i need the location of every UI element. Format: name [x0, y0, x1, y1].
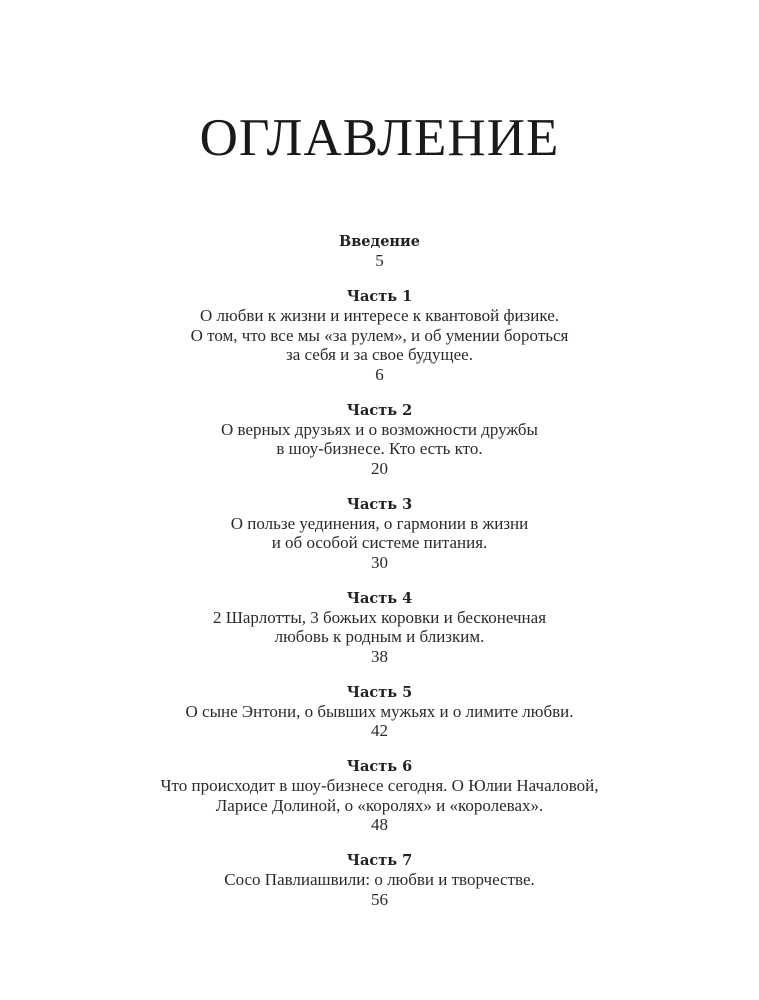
toc-entry-heading: Часть 7 — [346, 852, 413, 869]
toc-entry-line: О пользе уединения, о гармонии в жизни — [230, 513, 529, 533]
toc-entry-page-number: 6 — [375, 364, 384, 384]
toc-entry-line: О том, что все мы «за рулем», и об умении бороться — [190, 325, 569, 345]
toc-entry-description — [0, 514, 759, 553]
toc-entry-description — [0, 420, 759, 459]
page-title: ОГЛАВЛЕНИЕ — [199, 109, 560, 167]
toc-entry-line: Что происходит в шоу-бизнесе сегодня. О Юлии Началовой, — [160, 776, 599, 795]
toc-entry-line: и об особой системе питания. — [271, 533, 488, 552]
toc-entry-line: О верных друзьях и о возможности дружбы — [221, 419, 538, 439]
table-of-contents — [0, 232, 759, 926]
toc-entry-line: в шоу-бизнесе. Кто есть кто. — [276, 439, 483, 458]
toc-entry-heading: Часть 5 — [346, 683, 413, 701]
toc-entry-line: 2 Шарлотты, 3 божьих коровки и бесконечная — [212, 607, 547, 627]
toc-entry-heading: Часть 1 — [346, 288, 413, 305]
toc-entry-line: О сыне Энтони, о бывших мужьях и о лимите любви. — [185, 701, 574, 721]
toc-entry-heading: Часть 4 — [346, 589, 413, 607]
toc-entry-page-number: 38 — [371, 646, 388, 666]
toc-entry-heading: Часть 3 — [346, 495, 413, 513]
toc-entry-page-number: 48 — [371, 815, 388, 834]
toc-entry-page-number: 20 — [371, 458, 388, 478]
toc-entry-description — [0, 306, 759, 365]
toc-entry-part-4 — [0, 589, 759, 666]
toc-entry-line: Ларисе Долиной, о «королях» и «королевах». — [215, 795, 544, 815]
toc-entry-heading: Часть 6 — [346, 758, 413, 775]
toc-entry-part-6 — [0, 757, 759, 834]
toc-entry-description — [0, 702, 759, 722]
toc-entry-part-1 — [0, 287, 759, 384]
toc-entry-line: Сосо Павлиашвили: о любви и творчестве. — [224, 870, 535, 889]
toc-entry-heading: Введение — [338, 233, 421, 250]
toc-entry-part-3 — [0, 495, 759, 572]
toc-entry-page-number: 56 — [371, 889, 388, 909]
toc-entry-part-7 — [0, 851, 759, 909]
toc-entry-page-number: 42 — [371, 721, 388, 740]
toc-entry-description — [0, 776, 759, 815]
toc-entry-line: любовь к родным и близким. — [274, 627, 485, 646]
toc-entry-part-2 — [0, 401, 759, 478]
toc-entry-line: О любви к жизни и интересе к квантовой физике. — [199, 306, 560, 325]
toc-entry-page-number: 30 — [371, 552, 388, 572]
toc-entry-page-number: 5 — [375, 251, 384, 270]
toc-entry-description — [0, 870, 759, 890]
toc-entry-introduction — [0, 232, 759, 270]
toc-entry-line: за себя и за свое будущее. — [286, 345, 473, 364]
toc-entry-heading: Часть 2 — [346, 401, 413, 419]
toc-entry-description — [0, 608, 759, 647]
toc-entry-part-5 — [0, 683, 759, 741]
